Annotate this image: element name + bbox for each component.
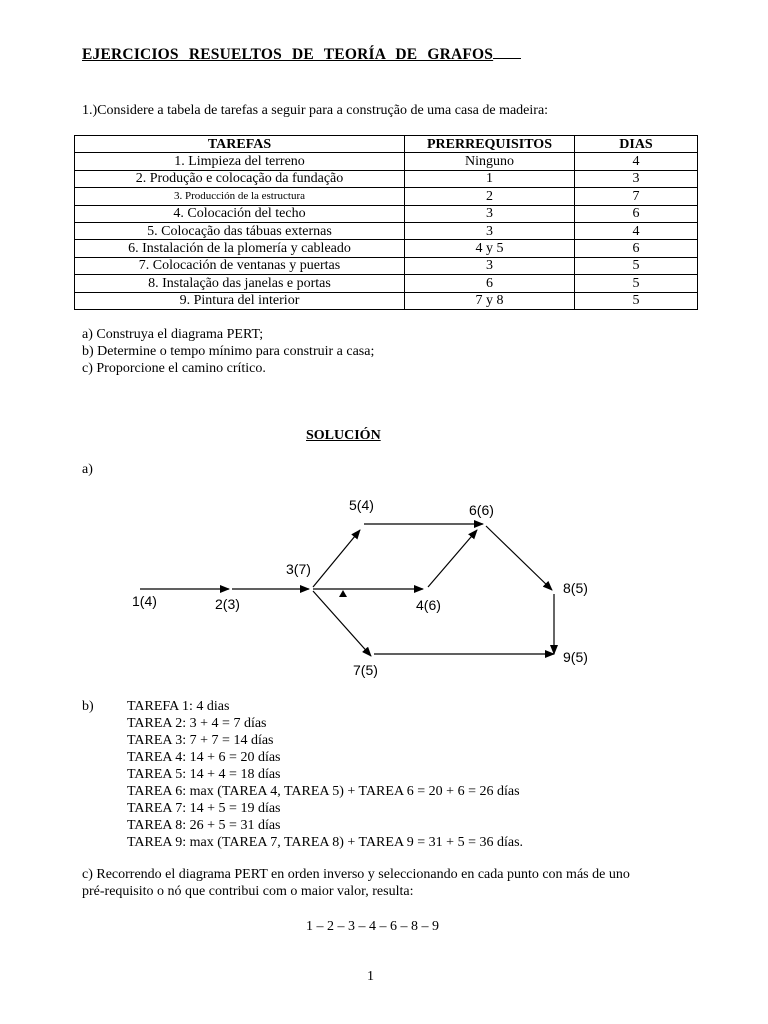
task-cell: 8. Instalação das janelas e portas — [75, 275, 405, 292]
small-triangle-icon — [339, 590, 347, 597]
part-b-line: TAREA 2: 3 + 4 = 7 días — [127, 716, 267, 731]
question-b: b) Determine o tempo mínimo para construir a casa; — [82, 344, 375, 359]
table-row — [75, 275, 698, 292]
prereq-cell: Ninguno — [405, 153, 575, 170]
table-row — [75, 257, 698, 274]
prereq-cell: 3 — [405, 205, 575, 222]
part-c-line: c) Recorrendo el diagrama PERT en orden inverso y seleccionando en cada punto con más de uno — [82, 867, 630, 882]
task-cell: 2. Produção e colocação da fundação — [75, 170, 405, 187]
node-2: 2(3) — [215, 596, 240, 612]
task-cell: 3. Producción de la estructura — [75, 188, 405, 205]
days-cell: 5 — [575, 257, 698, 274]
task-cell: 4. Colocación del techo — [75, 205, 405, 222]
part-c-line: pré-requisito o nó que contribui com o maior valor, resulta: — [82, 884, 414, 899]
document-title: EJERCICIOS RESUELTOS DE TEORÍA DE GRAFOS — [82, 44, 521, 64]
node-6: 6(6) — [469, 502, 494, 518]
node-4: 4(6) — [416, 597, 441, 613]
part-b-line: TAREA 4: 14 + 6 = 20 días — [127, 750, 281, 765]
edge-4-6 — [428, 530, 477, 587]
edge-3-5 — [313, 530, 360, 587]
part-b-line: TAREA 9: max (TAREA 7, TAREA 8) + TAREA 9 = 31 + 5 = 36 días. — [127, 835, 524, 850]
days-cell: 3 — [575, 170, 698, 187]
prereq-cell: 3 — [405, 222, 575, 239]
prereq-cell: 6 — [405, 275, 575, 292]
edge-3-7 — [313, 591, 371, 656]
table-header-row — [75, 136, 698, 153]
part-a-label: a) — [82, 462, 93, 477]
days-cell: 5 — [575, 275, 698, 292]
days-cell: 6 — [575, 240, 698, 257]
days-cell: 4 — [575, 222, 698, 239]
question-a: a) Construya el diagrama PERT; — [82, 327, 264, 342]
days-cell: 4 — [575, 153, 698, 170]
table-row — [75, 188, 698, 205]
table-row — [75, 292, 698, 309]
question-c: c) Proporcione el camino crítico. — [82, 361, 266, 376]
header-dias: DIAS — [575, 136, 698, 153]
days-cell: 7 — [575, 188, 698, 205]
part-b-line: TAREA 8: 26 + 5 = 31 días — [127, 818, 281, 833]
part-b-line: TAREA 6: max (TAREA 4, TAREA 5) + TAREA 6 = 20 + 6 = 26 días — [127, 784, 520, 799]
table-row — [75, 153, 698, 170]
node-5: 5(4) — [349, 497, 374, 513]
node-9: 9(5) — [563, 649, 588, 665]
days-cell: 5 — [575, 292, 698, 309]
header-tarefas: TAREFAS — [75, 136, 405, 153]
critical-path: 1 – 2 – 3 – 4 – 6 – 8 – 9 — [306, 919, 439, 934]
part-b-line: TAREFA 1: 4 dias — [127, 699, 230, 714]
part-b-line: TAREA 3: 7 + 7 = 14 días — [127, 733, 274, 748]
solution-heading: SOLUCIÓN — [306, 428, 381, 443]
task-cell: 6. Instalación de la plomería y cableado — [75, 240, 405, 257]
header-prerrequisitos: PRERREQUISITOS — [405, 136, 575, 153]
table-row — [75, 222, 698, 239]
node-3: 3(7) — [286, 561, 311, 577]
node-1: 1(4) — [132, 593, 157, 609]
edge-6-8 — [486, 526, 552, 590]
part-b-line: TAREA 7: 14 + 5 = 19 días — [127, 801, 281, 816]
days-cell: 6 — [575, 205, 698, 222]
task-table — [74, 135, 698, 310]
prereq-cell: 2 — [405, 188, 575, 205]
problem-intro: 1.)Considere a tabela de tarefas a seguir para a construção de uma casa de madeira: — [82, 103, 549, 118]
prereq-cell: 4 y 5 — [405, 240, 575, 257]
prereq-cell: 3 — [405, 257, 575, 274]
table-row — [75, 240, 698, 257]
table-row — [75, 205, 698, 222]
task-cell: 5. Colocação das tábuas externas — [75, 222, 405, 239]
prereq-cell: 7 y 8 — [405, 292, 575, 309]
task-cell: 1. Limpieza del terreno — [75, 153, 405, 170]
task-cell: 7. Colocación de ventanas y puertas — [75, 257, 405, 274]
node-7: 7(5) — [353, 662, 378, 678]
part-b-label: b) — [82, 699, 94, 714]
table-row — [75, 170, 698, 187]
page-number: 1 — [367, 969, 374, 984]
node-8: 8(5) — [563, 580, 588, 596]
part-b-line: TAREA 5: 14 + 4 = 18 días — [127, 767, 281, 782]
task-cell: 9. Pintura del interior — [75, 292, 405, 309]
pert-diagram — [0, 480, 768, 690]
prereq-cell: 1 — [405, 170, 575, 187]
